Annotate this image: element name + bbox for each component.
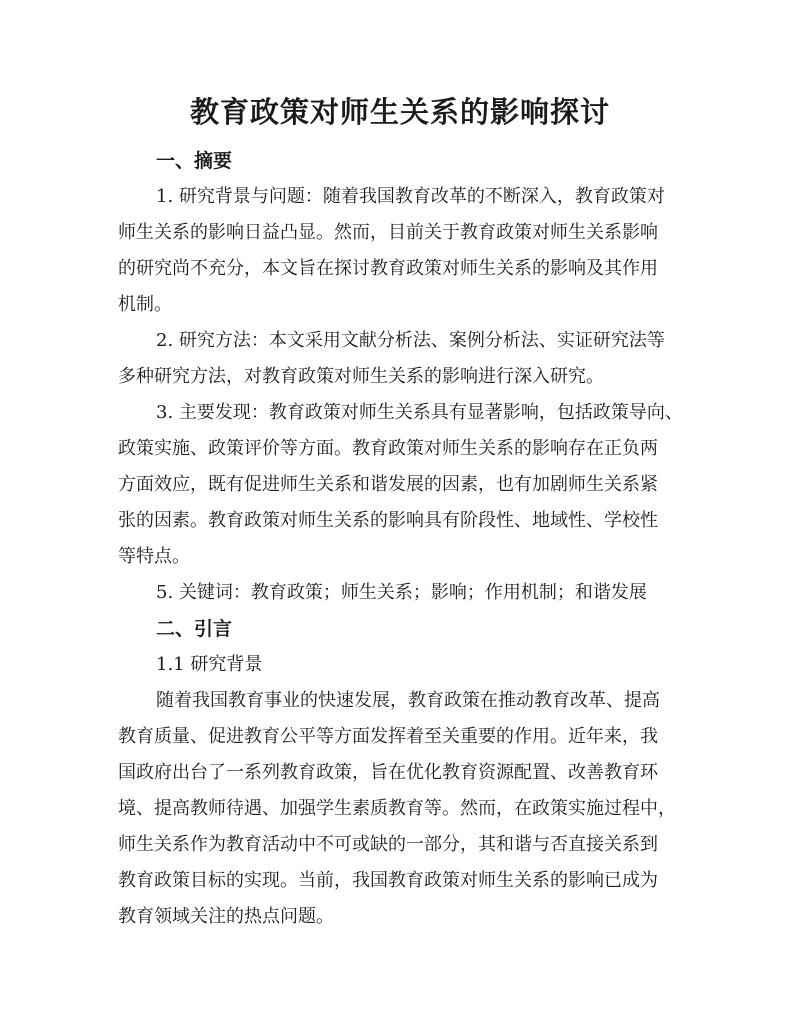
text-line: 方面效应，既有促进师生关系和谐发展的因素，也有加剧师生关系紧 (118, 474, 658, 495)
text-line: 1. 研究背景与问题：随着我国教育改革的不断深入，教育政策对 (156, 186, 665, 207)
text-line: 的研究尚不充分，本文旨在探讨教育政策对师生关系的影响及其作用 (118, 258, 658, 279)
text-line: 5. 关键词：教育政策；师生关系；影响；作用机制；和谐发展 (156, 582, 647, 603)
text-line: 教育领域关注的热点问题。 (118, 906, 334, 927)
text-line: 3. 主要发现：教育政策对师生关系具有显著影响，包括政策导向、 (156, 402, 683, 423)
text-line: 多种研究方法，对教育政策对师生关系的影响进行深入研究。 (118, 366, 604, 387)
text-line: 师生关系作为教育活动中不可或缺的一部分，其和谐与否直接关系到 (118, 834, 658, 855)
text-line: 境、提高教师待遇、加强学生素质教育等。然而，在政策实施过程中， (118, 798, 676, 819)
text-line: 等特点。 (118, 546, 190, 567)
text-line: 随着我国教育事业的快速发展，教育政策在推动教育改革、提高 (156, 690, 660, 711)
document-title: 教育政策对师生关系的影响探讨 (189, 95, 610, 129)
text-line: 政策实施、政策评价等方面。教育政策对师生关系的影响存在正负两 (118, 438, 658, 459)
section-heading-abstract: 一、摘要 (156, 150, 233, 172)
text-line: 张的因素。教育政策对师生关系的影响具有阶段性、地域性、学校性 (118, 510, 658, 531)
text-line: 师生关系的影响日益凸显。然而，目前关于教育政策对师生关系影响 (118, 222, 658, 243)
text-line: 教育质量、促进教育公平等方面发挥着至关重要的作用。近年来，我 (118, 726, 658, 747)
section-heading-introduction: 二、引言 (156, 618, 233, 640)
text-line: 国政府出台了一系列教育政策，旨在优化教育资源配置、改善教育环 (118, 762, 658, 783)
text-line: 2. 研究方法：本文采用文献分析法、案例分析法、实证研究法等 (156, 330, 665, 351)
subsection-heading-research-background: 1.1 研究背景 (156, 654, 263, 675)
text-line: 机制。 (118, 294, 172, 315)
text-line: 教育政策目标的实现。当前，我国教育政策对师生关系的影响已成为 (118, 870, 658, 891)
